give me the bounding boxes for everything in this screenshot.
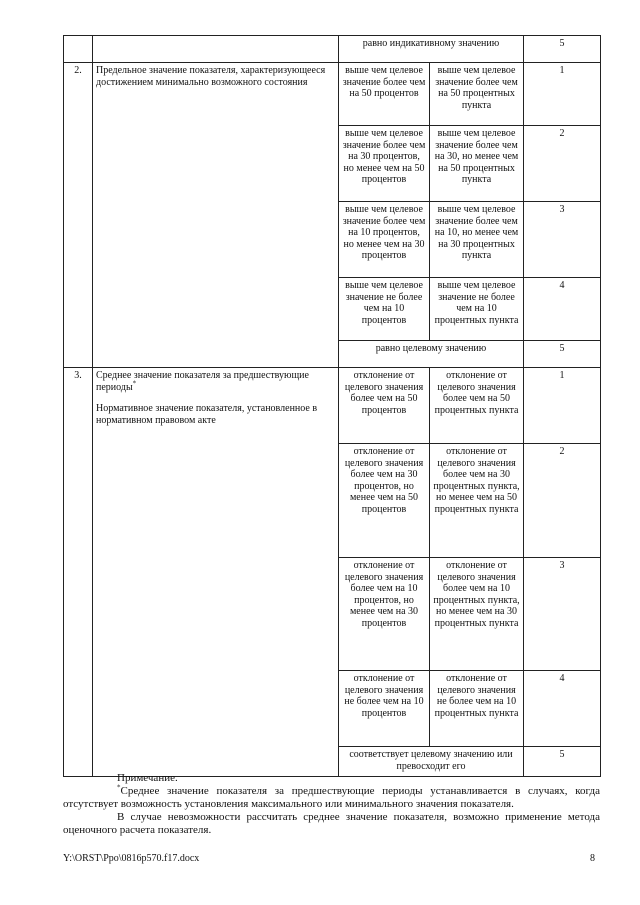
notes-paragraph-1-text: Среднее значение показателя за предшествующие периоды устанавливается в случаях, когда отсутствует возможность установления максимального или минимального значения показателя. bbox=[63, 785, 600, 810]
indicator-name-main: Среднее значение показателя за предшествующие периоды bbox=[96, 370, 309, 393]
footnote-mark: * bbox=[117, 783, 121, 792]
cell-criterion-points: выше чем целевое значение более чем на 10, но менее чем на 30 процентных пункта bbox=[430, 202, 524, 278]
cell-criterion-percent: отклонение от целевого значения более чем на 10 процентов, но менее чем на 30 процентов bbox=[339, 558, 430, 671]
cell-score: 3 bbox=[524, 558, 601, 671]
indicator-name-secondary: Нормативное значение показателя, установленное в нормативном правовом акте bbox=[96, 403, 318, 426]
table-row bbox=[64, 63, 601, 126]
cell-score: 1 bbox=[524, 368, 601, 444]
cell-name-empty bbox=[93, 36, 339, 63]
cell-criterion-percent: отклонение от целевого значения не более чем на 10 процентов bbox=[339, 671, 430, 747]
cell-score: 5 bbox=[524, 36, 601, 63]
footnote-mark: * bbox=[132, 379, 137, 388]
cell-combined: соответствует целевому значению или превосходит его bbox=[339, 747, 524, 777]
cell-criterion-percent: выше чем целевое значение не более чем на 10 процентов bbox=[339, 278, 430, 341]
cell-criterion-percent: выше чем целевое значение более чем на 50 процентов bbox=[339, 63, 430, 126]
cell-combined: равно целевому значению bbox=[339, 341, 524, 368]
cell-score: 5 bbox=[524, 341, 601, 368]
table-row bbox=[64, 36, 601, 63]
cell-num-empty bbox=[64, 36, 93, 63]
cell-score: 4 bbox=[524, 278, 601, 341]
cell-criterion-percent: выше чем целевое значение более чем на 30 процентов, но менее чем на 50 процентов bbox=[339, 126, 430, 202]
indicator-name: Предельное значение показателя, характеризующееся достижением минимально возможного состояния bbox=[93, 63, 339, 368]
cell-criterion-percent: отклонение от целевого значения более чем на 30 процентов, но менее чем на 50 процентов bbox=[339, 444, 430, 558]
cell-criterion-points: отклонение от целевого значения более чем на 30 процентных пункта, но менее чем на 50 процентных пункта bbox=[430, 444, 524, 558]
criteria-table bbox=[63, 35, 601, 777]
cell-criterion-points: отклонение от целевого значения более чем на 10 процентных пункта, но менее чем на 30 процентных пункта bbox=[430, 558, 524, 671]
cell-score: 5 bbox=[524, 747, 601, 777]
cell-score: 3 bbox=[524, 202, 601, 278]
footer-file-path: Y:\ORST\Ppo\0816p570.f17.docx bbox=[63, 853, 200, 864]
cell-criterion-points: выше чем целевое значение более чем на 50 процентных пункта bbox=[430, 63, 524, 126]
cell-score: 2 bbox=[524, 126, 601, 202]
notes-paragraph-2: В случае невозможности рассчитать среднее значение показателя, возможно применение метода оценочного расчета показателя. bbox=[63, 811, 600, 836]
cell-criterion-points: выше чем целевое значение более чем на 30, но менее чем на 50 процентных пункта bbox=[430, 126, 524, 202]
row-number: 2. bbox=[64, 63, 93, 368]
cell-criterion-points: отклонение от целевого значения более чем на 50 процентных пункта bbox=[430, 368, 524, 444]
cell-combined: равно индикативному значению bbox=[339, 36, 524, 63]
cell-score: 2 bbox=[524, 444, 601, 558]
notes-section bbox=[63, 772, 600, 837]
table-row bbox=[64, 368, 601, 444]
indicator-name bbox=[93, 368, 339, 777]
notes-paragraph-1 bbox=[63, 785, 600, 811]
cell-criterion-points: выше чем целевое значение не более чем на 10 процентных пункта bbox=[430, 278, 524, 341]
notes-title: Примечание. bbox=[117, 772, 178, 784]
page-number: 8 bbox=[590, 853, 595, 864]
cell-criterion-points: отклонение от целевого значения не более чем на 10 процентных пункта bbox=[430, 671, 524, 747]
cell-criterion-percent: выше чем целевое значение более чем на 10 процентов, но менее чем на 30 процентов bbox=[339, 202, 430, 278]
cell-score: 1 bbox=[524, 63, 601, 126]
cell-score: 4 bbox=[524, 671, 601, 747]
row-number: 3. bbox=[64, 368, 93, 777]
cell-criterion-percent: отклонение от целевого значения более чем на 50 процентов bbox=[339, 368, 430, 444]
